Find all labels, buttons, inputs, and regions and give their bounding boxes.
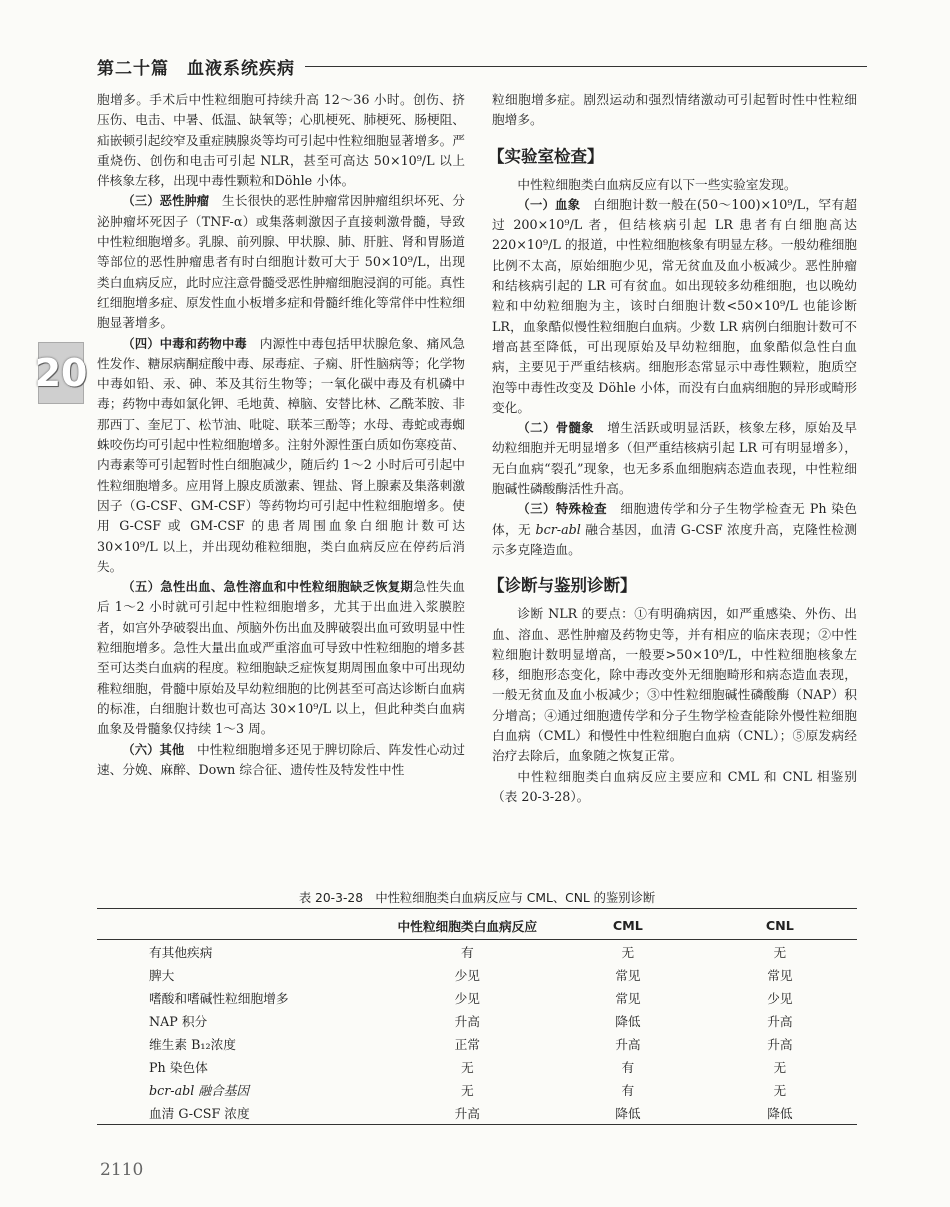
table-header: CML xyxy=(553,909,703,940)
table-cell: 无 xyxy=(460,1083,474,1098)
table-row xyxy=(97,1032,857,1055)
table-cell: 常见 xyxy=(767,968,793,983)
table-cell: 有 xyxy=(460,945,474,960)
table-caption: 表 20-3-28 中性粒细胞类白血病反应与 CML、CNL 的鉴别诊断 xyxy=(298,891,656,905)
table-cell: 少见 xyxy=(767,991,793,1006)
table-cell: 降低 xyxy=(553,1101,703,1125)
subsection-heading: （二）骨髓象 xyxy=(517,421,595,436)
table-cell: 少见 xyxy=(454,991,480,1006)
subsection-heading: （六）其他 xyxy=(122,742,185,757)
table-cell: 无 xyxy=(773,1060,787,1075)
table-cell: 血清 G-CSF 浓度 xyxy=(97,1101,382,1125)
subsection-heading: （三）特殊检查 xyxy=(517,502,608,517)
table-cell: 无 xyxy=(773,1083,787,1098)
chapter-tab-badge: 20 xyxy=(38,342,84,404)
table-cell: NAP 积分 xyxy=(149,1014,208,1029)
table-cell: 有 xyxy=(621,1083,635,1098)
paragraph-other: （六）其他 中性粒细胞增多还见于脾切除后、阵发性心动过速、分娩、麻醉、Down 综合征、遗传性及特发性中性 xyxy=(97,741,465,777)
differential-table xyxy=(97,908,857,1125)
subsection-heading: （五）急性出血、急性溶血和中性粒细胞缺乏恢复期 xyxy=(122,580,414,595)
table-row xyxy=(97,986,857,1009)
table-cell: 升高 xyxy=(767,1014,793,1029)
table-row xyxy=(97,963,857,986)
table-header-row xyxy=(97,909,857,940)
table-header xyxy=(97,909,382,940)
table-cell: 降低 xyxy=(615,1014,641,1029)
table-row xyxy=(97,1055,857,1078)
table-cell: 升高 xyxy=(767,1037,793,1052)
table-cell: 常见 xyxy=(615,991,641,1006)
table-row xyxy=(97,1009,857,1032)
table-cell: Ph 染色体 xyxy=(149,1060,208,1075)
table-cell: 有 xyxy=(621,1060,635,1075)
table-row xyxy=(97,1101,857,1125)
page-number: 2110 xyxy=(100,1160,144,1180)
header-title: 第二十篇 血液系统疾病 xyxy=(97,58,295,79)
paragraph-marrow: （二）骨髓象 增生活跃或明显活跃，核象左移，原始及早幼粒细胞并无明显增多（但严重结核病引起 LR 可有明显增多），无白血病“裂孔”现象，也无多系血细胞病态造血表现，中性粒细胞碱性磷酸酶活性升高。 xyxy=(492,420,857,497)
table-cell: 升高 xyxy=(382,1101,553,1125)
paragraph-differential: 中性粒细胞类白血病反应主要应和 CML 和 CNL 相鉴别（表 20-3-28）。 xyxy=(492,768,857,804)
paragraph-poisoning: （四）中毒和药物中毒 内源性中毒包括甲状腺危象、痛风急性发作、糖尿病酮症酸中毒、尿毒症、子痫、肝性脑病等；化学物中毒如铅、汞、砷、苯及其衍生物等；一氧化碳中毒及有机磷中毒；药物中毒如氯化钾、毛地黄、樟脑、安替比林、乙酰苯胺、非那西丁、奎尼丁、松节油、吡啶、联苯三酚等；水母、毒蛇或毒蜘蛛咬伤均可引起中性粒细胞增多。注射外源性蛋白质如伤寒疫苗、内毒素等可引起暂时性白细胞减少，随后约 1～2 小时后可引起中性粒细胞增多。应用肾上腺皮质激素、锂盐、肾上腺素及集落刺激因子（G-CSF、GM-CSF）等药物均可引起中性粒细胞增多。使用 G-CSF 或 GM-CSF 的患者周围血象白细胞计数可达 30×10⁹/L 以上，并出现幼稚粒细胞，类白血病反应在停药后消失。 xyxy=(97,335,465,574)
left-column xyxy=(97,90,465,780)
table-row xyxy=(97,1078,857,1101)
section-title-diagnosis: 【诊断与鉴别诊断】 xyxy=(488,576,637,596)
table-cell: 脾大 xyxy=(149,968,175,983)
table-header: 中性粒细胞类白血病反应 xyxy=(382,909,553,940)
table-cell: 无 xyxy=(460,1060,474,1075)
table-cell: 有其他疾病 xyxy=(149,945,213,960)
subsection-heading: （三）恶性肿瘤 xyxy=(122,194,210,209)
paragraph-special: （三）特殊检查 细胞遗传学和分子生物学检查无 Ph 染色体，无 bcr-abl 融合基因，血清 G-CSF 浓度升高，克隆性检测示多克隆造血。 xyxy=(492,501,857,557)
paragraph-blood: （一）血象 白细胞计数一般在(50～100)×10⁹/L，罕有超过 200×10⁹/L 者，但结核病引起 LR 患者有白细胞高达 220×10⁹/L 的报道，中性粒细胞核象有明显左移。一般幼稚细胞比例不太高，原始细胞少见，常无贫血及血小板减少。恶性肿瘤和结核病引起的 LR 可有贫血。如出现较多幼稚细胞，也以晚幼粒和中幼粒细胞为主，该时白细胞计数<50×10⁹/L 也能诊断 LR，血象酷似慢性粒细胞白血病。少数 LR 病例白细胞计数可不增高甚至降低，可出现原始及早幼粒细胞，血象酷似急性白血病，主要见于严重结核病。细胞形态常显示中毒性颗粒，胞质空泡等中毒性改变及 Döhle 小体，而没有白血病细胞的异形或畸形变化。 xyxy=(492,196,857,415)
table-cell: 维生素 B₁₂浓度 xyxy=(149,1037,236,1052)
table-cell: 常见 xyxy=(615,968,641,983)
subsection-heading: （四）中毒和药物中毒 xyxy=(122,336,247,351)
paragraph: 胞增多。手术后中性粒细胞可持续升高 12～36 小时。创伤、挤压伤、电击、中暑、低温、缺氧等；心肌梗死、肺梗死、肠梗阻、疝嵌顿引起绞窄及重症胰腺炎等均可引起中性粒细胞显著增多。严重烧伤、创伤和电击可引起 NLR，甚至可高达 50×10⁹/L 以上伴核象左移，出现中毒性颗粒和Döhle 小体。 xyxy=(97,92,465,189)
table-cell: 正常 xyxy=(454,1037,480,1052)
table-cell: 升高 xyxy=(454,1014,480,1029)
table-cell: 无 xyxy=(773,945,787,960)
table-cell: 无 xyxy=(621,945,635,960)
subsection-heading: （一）血象 xyxy=(517,197,581,212)
paragraph-lab-intro: 中性粒细胞类白血病反应有以下一些实验室发现。 xyxy=(517,176,797,192)
table-cell: 少见 xyxy=(454,968,480,983)
right-column xyxy=(488,90,857,807)
paragraph: 粒细胞增多症。剧烈运动和强烈情绪激动可引起暂时性中性粒细胞增多。 xyxy=(492,92,857,128)
paragraph-malignant-tumor: （三）恶性肿瘤 生长很快的恶性肿瘤常因肿瘤组织坏死、分泌肿瘤坏死因子（TNF-α）或集落刺激因子直接刺激骨髓，导致中性粒细胞增多。乳腺、前列腺、甲状腺、肺、肝脏、肾和胃肠道等部位的恶性肿瘤患者有时白细胞计数可大于 50×10⁹/L，出现类白血病反应，此时应注意骨髓受恶性肿瘤细胞浸润的可能。真性红细胞增多症、原发性血小板增多症和骨髓纤维化等常伴中性粒细胞显著增多。 xyxy=(97,193,465,331)
table-header: CNL xyxy=(703,909,857,940)
table-cell: 降低 xyxy=(703,1101,857,1125)
paragraph-hemorrhage: （五）急性出血、急性溶血和中性粒细胞缺乏恢复期急性失血后 1～2 小时就可引起中性粒细胞增多，尤其于出血进入浆膜腔者，如宫外孕破裂出血、颅脑外伤出血及脾破裂出血可致明显中性粒细胞增多。急性大量出血或严重溶血可导致中性粒细胞的增多甚至可达类白血病的程度。粒细胞缺乏症恢复期周围血象中可出现幼稚粒细胞，骨髓中原始及早幼粒细胞的比例甚至可高达诊断白血病的标准，白细胞计数也可高达 30×10⁹/L 以上，但此种类白血病血象及骨髓象仅持续 1～3 周。 xyxy=(97,579,465,737)
table-cell: 嗜酸和嗜碱性粒细胞增多 xyxy=(149,991,289,1006)
table-row xyxy=(97,940,857,964)
header-rule xyxy=(305,66,867,67)
section-title-lab: 【实验室检查】 xyxy=(488,146,604,166)
paragraph-diagnosis: 诊断 NLR 的要点：①有明确病因，如严重感染、外伤、出血、溶血、恶性肿瘤及药物史等，并有相应的临床表现；②中性粒细胞计数明显增高，一般要>50×10⁹/L，中性粒细胞核象左移，细胞形态变化，除中毒改变外无细胞畸形和病态造血表现，一般无贫血及血小板减少；③中性粒细胞碱性磷酸酶（NAP）积分增高；④通过细胞遗传学和分子生物学检查能除外慢性粒细胞白血病（CML）和慢性中性粒细胞白血病（CNL）；⑤原发病经治疗去除后，血象随之恢复正常。 xyxy=(492,606,857,764)
table-cell: bcr-abl 融合基因 xyxy=(149,1083,250,1098)
table-cell: 升高 xyxy=(615,1037,641,1052)
page-header xyxy=(97,52,867,80)
